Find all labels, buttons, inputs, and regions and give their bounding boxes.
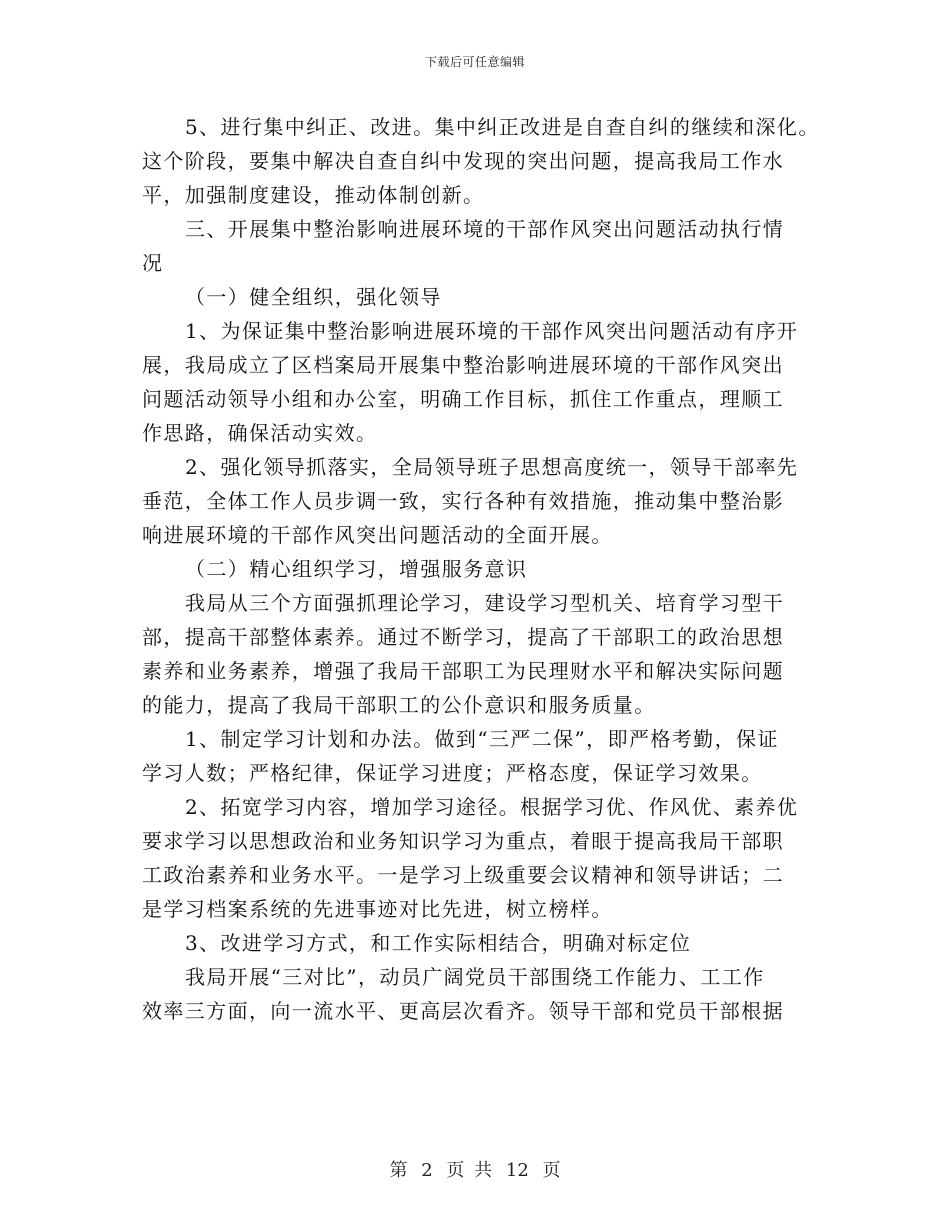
footer-middle: 页 共: [446, 1160, 493, 1181]
text-line: 是学习档案系统的先进事迹对比先进，树立榜样。: [142, 897, 613, 921]
text-line: 部，提高干部整体素养。通过不断学习，提高了干部职工的政治思想: [142, 625, 784, 649]
text-line: 我局从三个方面强抓理论学习，建设学习型机关、培育学习型干: [185, 591, 785, 615]
text-line: 效率三方面，向一流水平、更高层次看齐。领导干部和党员干部根据: [142, 999, 784, 1023]
text-line: （一）健全组织，强化领导: [185, 285, 442, 309]
text-line: 展，我局成立了区档案局开展集中整治影响进展环境的干部作风突出: [142, 353, 784, 377]
text-line: 要求学习以思想政治和业务知识学习为重点，着眼于提高我局干部职: [142, 829, 784, 853]
text-line: 我局开展“三对比”，动员广阔党员干部围绕工作能力、工工作: [185, 965, 765, 989]
page-footer: [0, 1156, 950, 1182]
text-line: 1、制定学习计划和办法。做到“三严二保”，即严格考勤，保证: [185, 727, 779, 751]
text-line: 2、拓宽学习内容，增加学习途径。根据学习优、作风优、素养优: [185, 795, 799, 819]
body-text: [142, 110, 820, 1028]
header-note: 下载后可任意编辑: [424, 55, 525, 69]
text-line: 2、强化领导抓落实，全局领导班子思想高度统一，领导干部率先: [185, 455, 799, 479]
footer-total-pages: 12: [505, 1160, 529, 1181]
text-line: 问题活动领导小组和办公室，明确工作目标，抓住工作重点，理顺工: [142, 387, 784, 411]
text-line: 垂范，全体工作人员步调一致，实行各种有效措施，推动集中整治影: [142, 489, 784, 513]
text-line: 1、为保证集中整治影响进展环境的干部作风突出问题活动有序开: [185, 319, 799, 343]
text-line: 这个阶段，要集中解决自查自纠中发现的突出问题，提高我局工作水: [142, 149, 784, 173]
text-line: 学习人数；严格纪律，保证学习进度；严格态度，保证学习效果。: [142, 761, 763, 785]
text-line: 作思路，确保活动实效。: [142, 421, 378, 445]
footer-prefix: 第: [389, 1160, 408, 1181]
footer-current-page: 2: [421, 1160, 433, 1181]
text-line: 况: [142, 251, 164, 275]
text-line: 三、开展集中整治影响进展环境的干部作风突出问题活动执行情: [185, 217, 785, 241]
text-line: 响进展环境的干部作风突出问题活动的全面开展。: [142, 523, 613, 547]
footer-suffix: 页: [542, 1160, 561, 1181]
text-line: （二）精心组织学习，增强服务意识: [185, 557, 528, 581]
text-line: 工政治素养和业务水平。一是学习上级重要会议精神和领导讲话；二: [142, 863, 784, 887]
text-line: 的能力，提高了我局干部职工的公仆意识和服务质量。: [142, 693, 656, 717]
text-line: 3、改进学习方式，和工作实际相结合，明确对标定位: [185, 931, 692, 955]
text-line: 5、进行集中纠正、改进。集中纠正改进是自查自纠的继续和深化。: [185, 115, 820, 139]
text-line: 素养和业务素养，增强了我局干部职工为民理财水平和解决实际问题: [142, 659, 784, 683]
text-line: 平，加强制度建设，推动体制创新。: [142, 183, 485, 207]
